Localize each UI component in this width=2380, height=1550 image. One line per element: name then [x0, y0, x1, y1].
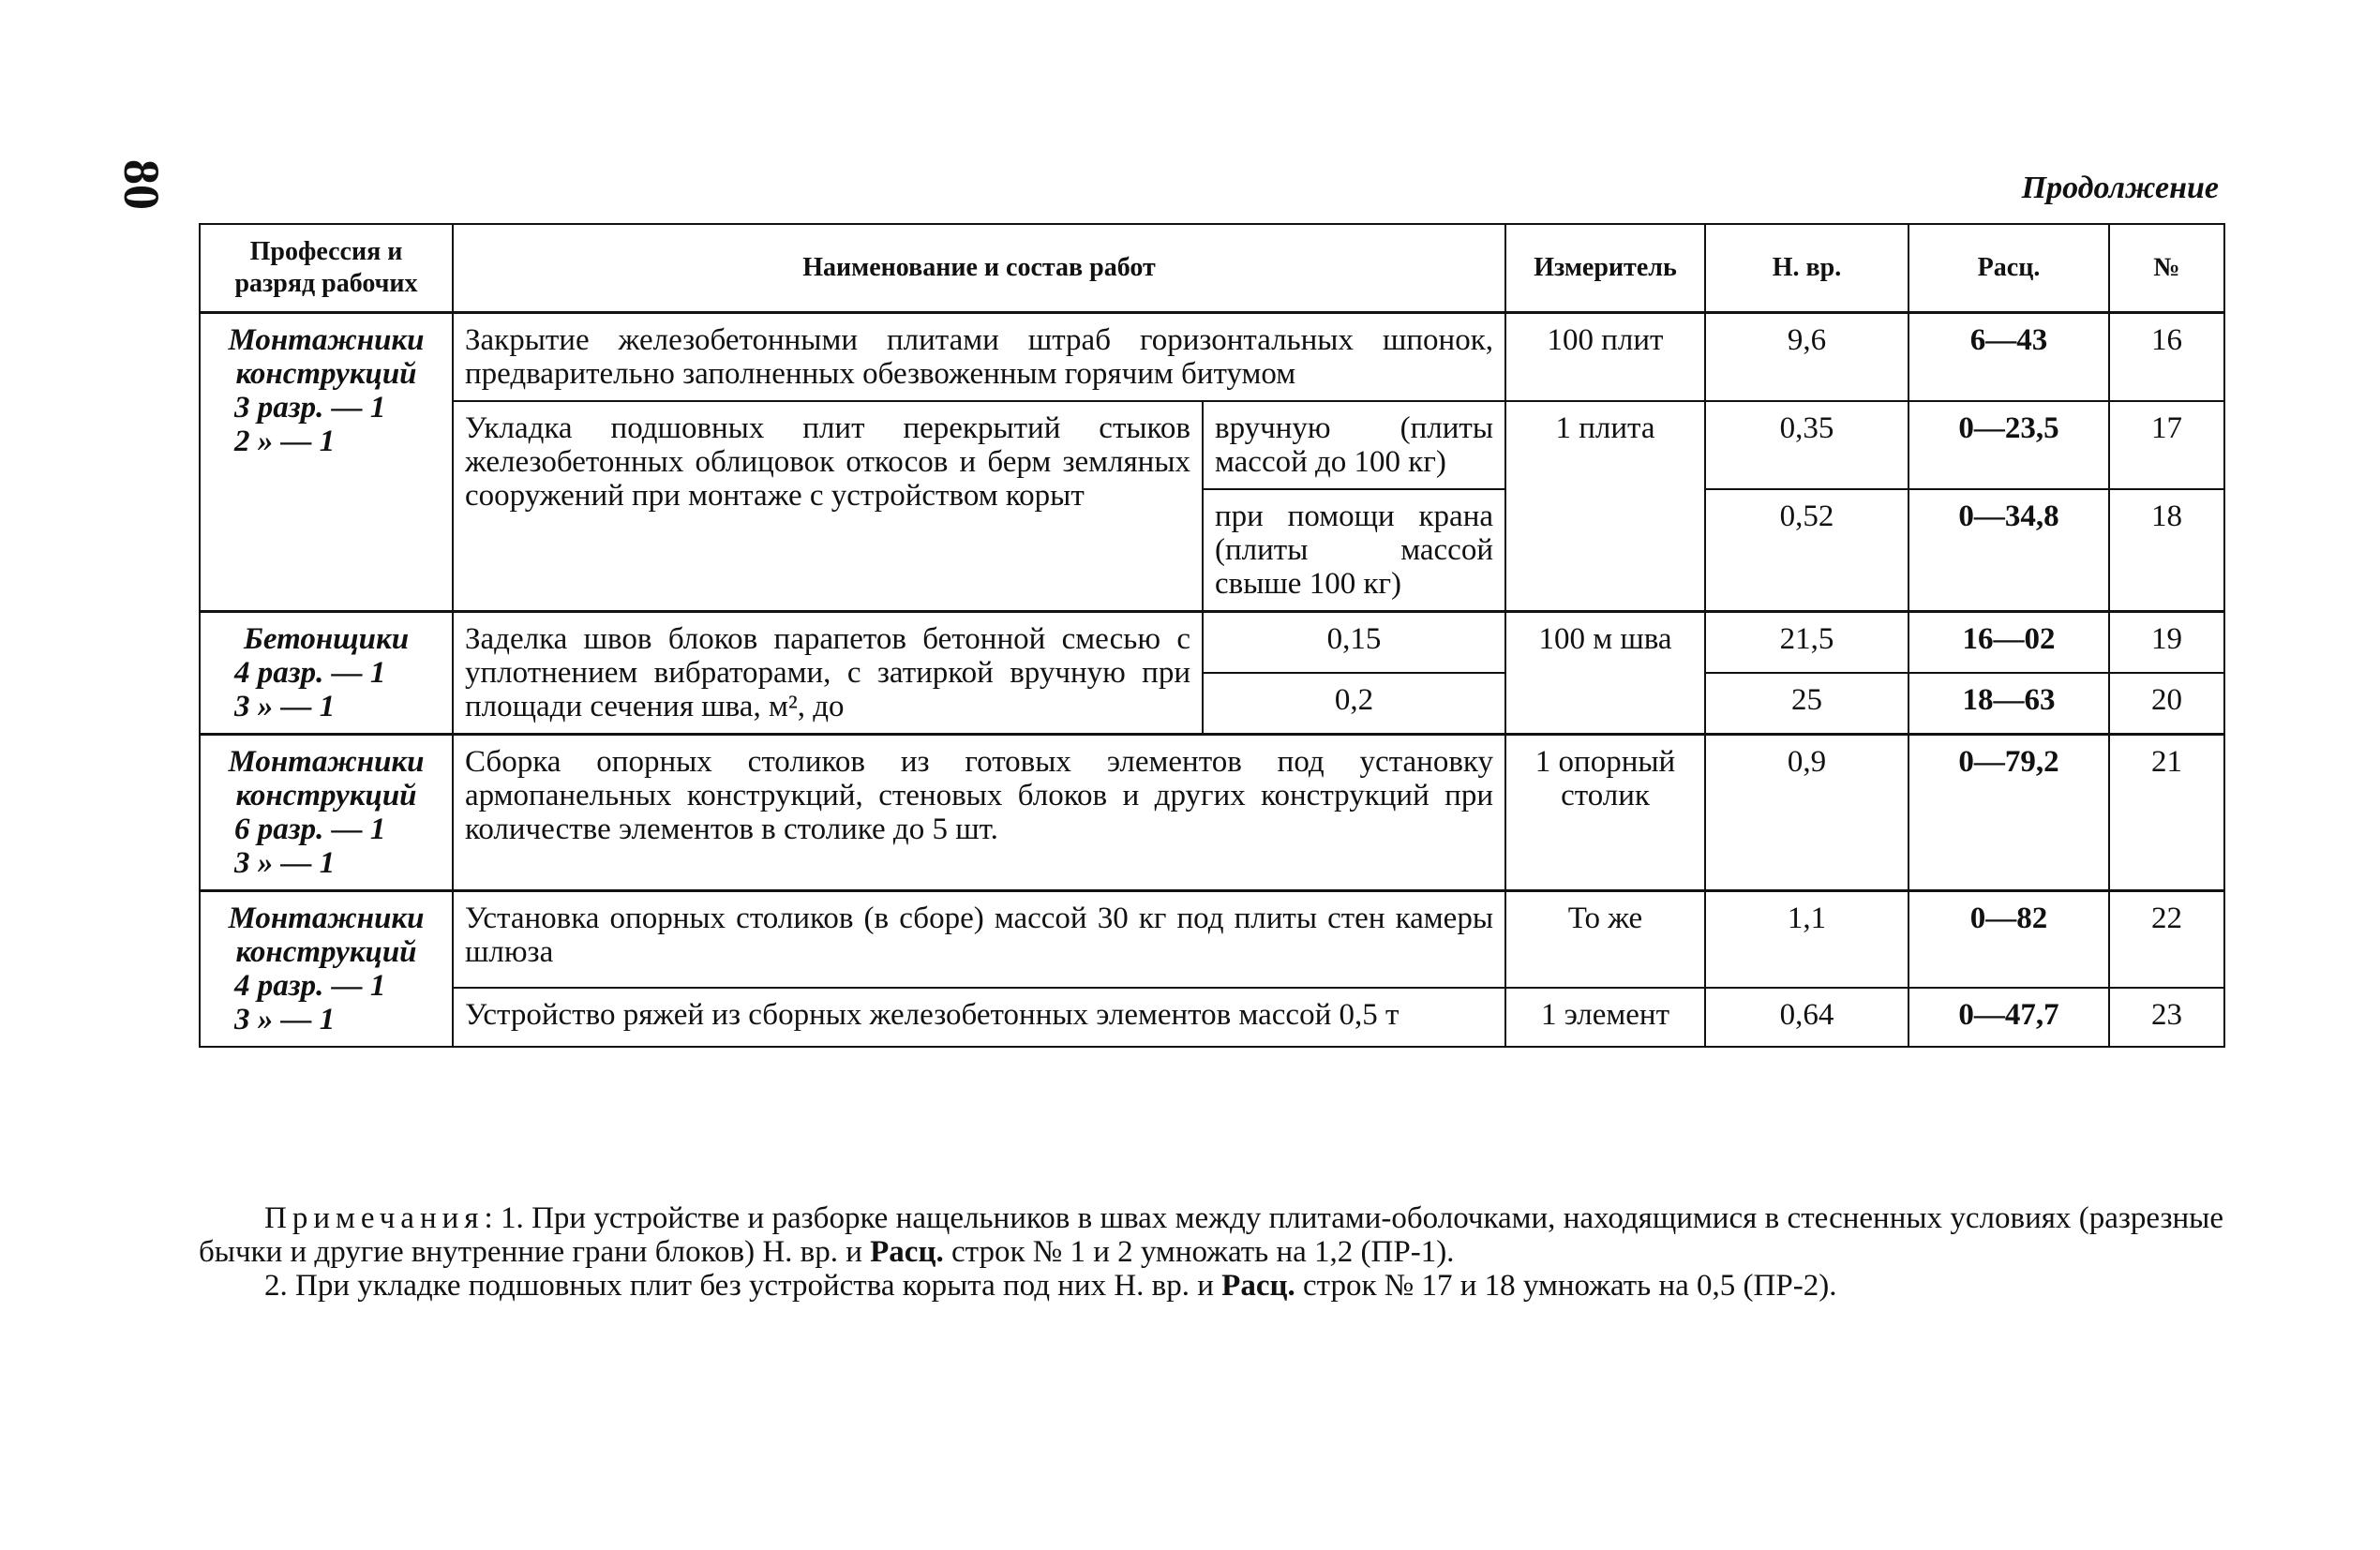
- rate-cell: 0—23,5: [1908, 401, 2109, 489]
- norm-cell: 0,64: [1705, 988, 1908, 1047]
- profession-cell: Монтажники конструкций 6 разр. — 1 3 » — 1: [200, 735, 453, 891]
- unit-cell: 1 плита: [1505, 401, 1705, 612]
- note-2: 2. При укладке подшовных плит без устройства корыта под них Н. вр. и Расц. строк № 17 и 18 умножать на 0,5 (ПР-2).: [264, 1269, 1837, 1303]
- rate-cell: 0—34,8: [1908, 489, 2109, 612]
- note-1: Примечания: 1. При устройстве и разборке нащельников в швах между плитами-оболочками, находящимися в стесненных условиях (разрезные бычки и другие внутренние грани блоков) Н. вр. и Расц. строк № 1 и 2 умножать на 1,2 (ПР-1).: [199, 1201, 2223, 1269]
- work-description: Установка опорных столиков (в сборе) массой 30 кг под плиты стен камеры шлюза: [453, 891, 1505, 988]
- continuation-label: Продолжение: [2021, 171, 2219, 205]
- rate-cell: 0—79,2: [1908, 735, 2109, 891]
- table-row: [200, 891, 2224, 988]
- header-row: [200, 224, 2224, 313]
- profession-cell: Бетонщики 4 разр. — 1 3 » — 1: [200, 612, 453, 735]
- header-rate: Расц.: [1908, 224, 2109, 313]
- row-number: 21: [2109, 735, 2224, 891]
- norm-cell: 0,9: [1705, 735, 1908, 891]
- header-unit: Измеритель: [1505, 224, 1705, 313]
- header-norm: Н. вр.: [1705, 224, 1908, 313]
- row-number: 20: [2109, 673, 2224, 735]
- rate-cell: 18—63: [1908, 673, 2109, 735]
- table-row: [200, 313, 2224, 402]
- header-profession: Профессия и разряд рабочих: [200, 224, 453, 313]
- table-row: [200, 401, 2224, 489]
- work-description: Закрытие железобетонными плитами штраб горизонтальных шпонок, предварительно заполненных обезвоженным горячим битумом: [453, 313, 1505, 402]
- unit-cell: 1 опорный столик: [1505, 735, 1705, 891]
- norms-table: [199, 223, 2225, 1048]
- row-number: 23: [2109, 988, 2224, 1047]
- work-subcondition: 0,2: [1203, 673, 1505, 735]
- page-number: 80: [113, 159, 170, 210]
- work-subcondition: вручную (плиты массой до 100 кг): [1203, 401, 1505, 489]
- header-num: №: [2109, 224, 2224, 313]
- norm-cell: 9,6: [1705, 313, 1908, 402]
- notes-label: Примечания: [264, 1201, 485, 1235]
- norm-cell: 1,1: [1705, 891, 1908, 988]
- row-number: 18: [2109, 489, 2224, 612]
- header-work: Наименование и состав работ: [453, 224, 1505, 313]
- rate-cell: 16—02: [1908, 612, 2109, 674]
- unit-cell: 100 плит: [1505, 313, 1705, 402]
- row-number: 22: [2109, 891, 2224, 988]
- table-row: [200, 735, 2224, 891]
- norm-cell: 0,35: [1705, 401, 1908, 489]
- work-description: Устройство ряжей из сборных железобетонных элементов массой 0,5 т: [453, 988, 1505, 1047]
- unit-cell: 100 м шва: [1505, 612, 1705, 735]
- notes: [199, 1201, 2223, 1303]
- table-row: [200, 988, 2224, 1047]
- norm-cell: 25: [1705, 673, 1908, 735]
- unit-cell: 1 элемент: [1505, 988, 1705, 1047]
- norm-cell: 21,5: [1705, 612, 1908, 674]
- unit-cell: То же: [1505, 891, 1705, 988]
- rate-cell: 6—43: [1908, 313, 2109, 402]
- rate-cell: 0—47,7: [1908, 988, 2109, 1047]
- profession-cell: Монтажники конструкций 3 разр. — 1 2 » — 1: [200, 313, 453, 612]
- work-subcondition: при помощи крана (плиты массой свыше 100 кг): [1203, 489, 1505, 612]
- table-row: [200, 612, 2224, 674]
- work-description: Укладка подшовных плит перекрытий стыков железобетонных облицовок откосов и берм земляных сооружений при монтаже с устройством корыт: [453, 401, 1203, 612]
- work-description: Сборка опорных столиков из готовых элементов под установку армопанельных конструкций, стеновых блоков и других конструкций при количестве элементов в столике до 5 шт.: [453, 735, 1505, 891]
- work-subcondition: 0,15: [1203, 612, 1505, 674]
- row-number: 19: [2109, 612, 2224, 674]
- profession-cell: Монтажники конструкций 4 разр. — 1 3 » — 1: [200, 891, 453, 1048]
- rate-cell: 0—82: [1908, 891, 2109, 988]
- row-number: 17: [2109, 401, 2224, 489]
- row-number: 16: [2109, 313, 2224, 402]
- work-description: Заделка швов блоков парапетов бетонной смесью с уплотнением вибраторами, с затиркой вручную при площади сечения шва, м², до: [453, 612, 1203, 735]
- norm-cell: 0,52: [1705, 489, 1908, 612]
